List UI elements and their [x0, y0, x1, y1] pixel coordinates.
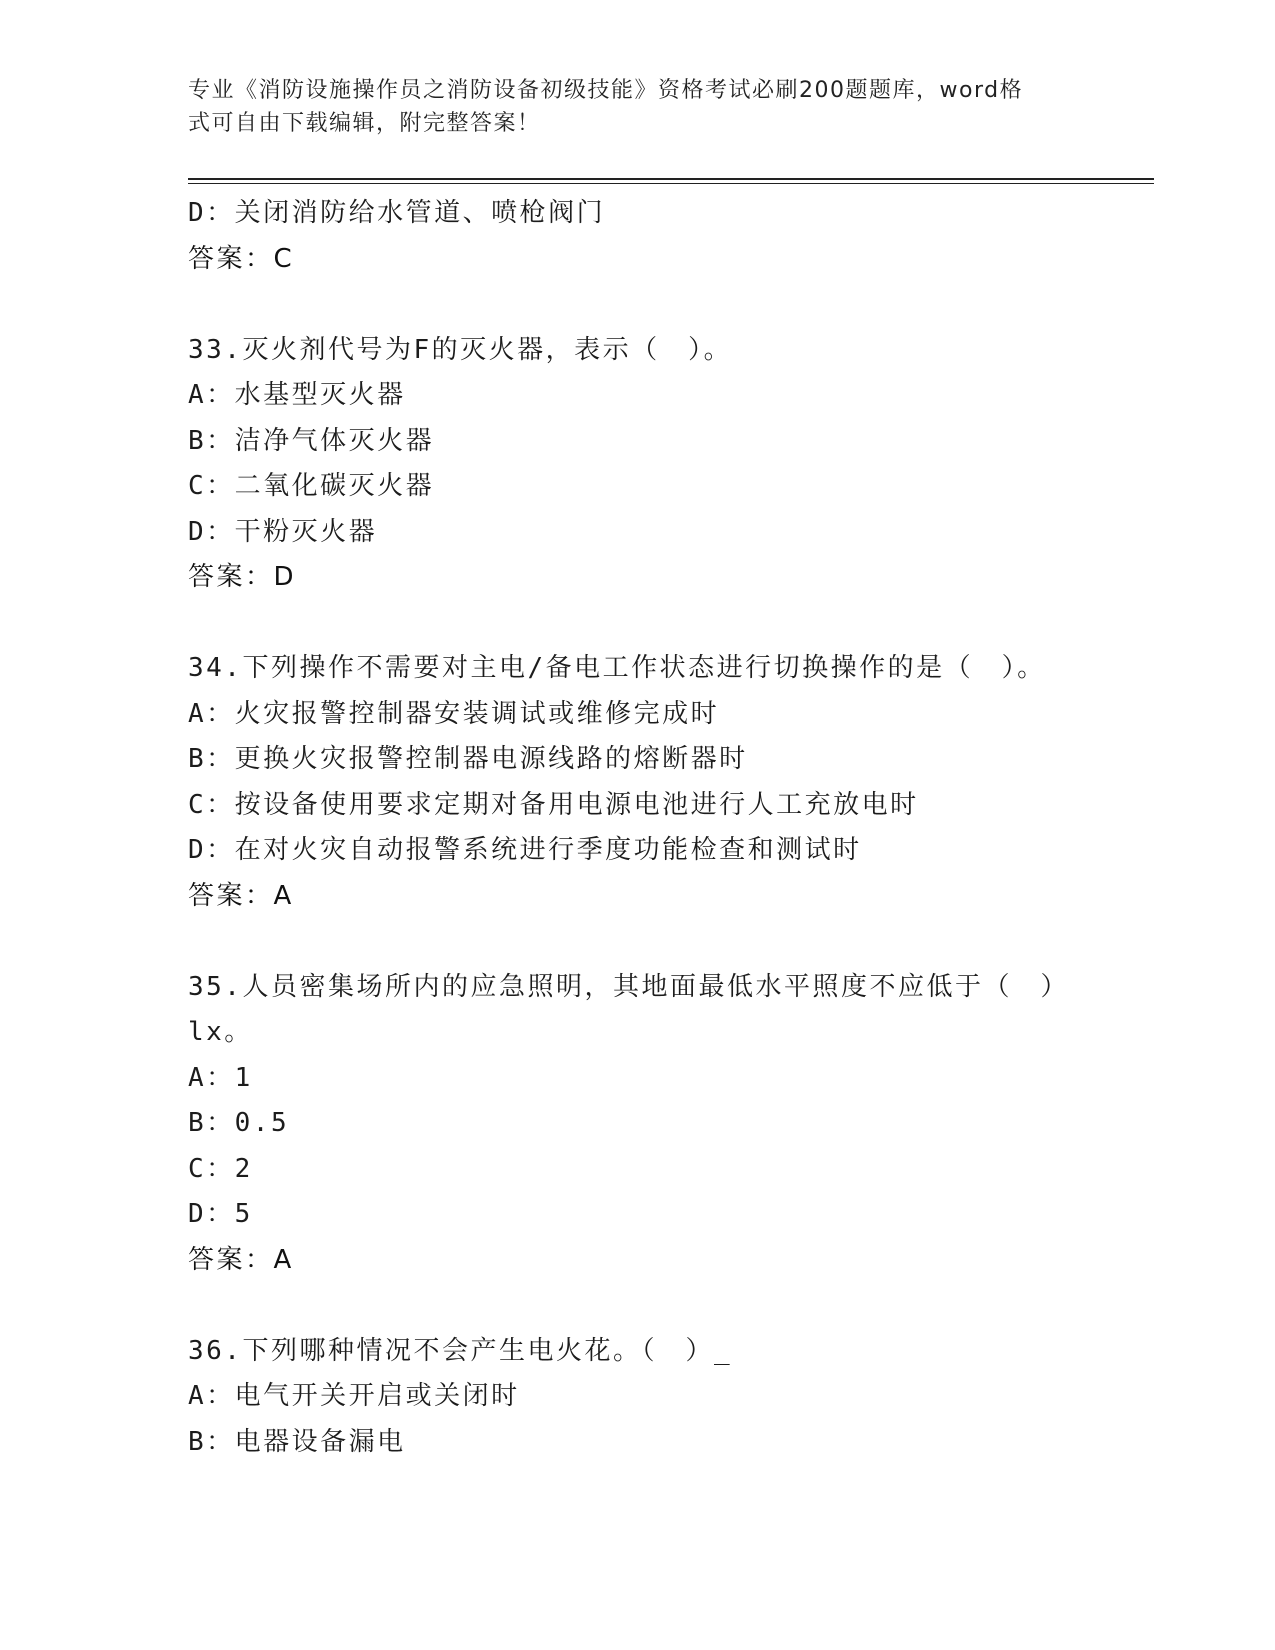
answer: 答案：A	[188, 880, 294, 911]
spacer	[188, 282, 1088, 328]
option-c: C：2	[188, 1153, 253, 1184]
q32-answer: 答案：C	[188, 243, 295, 274]
option-b: B：洁净气体灭火器	[188, 425, 435, 456]
option-a: A：电气开关开启或关闭时	[188, 1381, 520, 1411]
spacer	[188, 919, 1088, 965]
header-divider-thick	[188, 178, 1154, 180]
header-line-2: 式可自由下载编辑，附完整答案！	[188, 111, 541, 136]
question-stem: 34.下列操作不需要对主电/备电工作状态进行切换操作的是（ ）。	[188, 653, 1046, 683]
question-35	[188, 965, 1088, 1284]
option-b: B：更换火灾报警控制器电源线路的熔断器时	[188, 744, 748, 774]
option-a: A：水基型灭火器	[188, 380, 406, 410]
spacer	[188, 1283, 1088, 1329]
question-34	[188, 646, 1088, 919]
answer: 答案：D	[188, 562, 297, 592]
option-b: B：电器设备漏电	[188, 1426, 406, 1457]
option-b: B：0.5	[188, 1108, 290, 1138]
question-stem-line-1: 35.人员密集场所内的应急照明，其地面最低水平照度不应低于（ ）	[188, 971, 1069, 1002]
option-d: D：5	[188, 1199, 253, 1229]
question-list	[188, 191, 1088, 1465]
answer: 答案：A	[188, 1244, 294, 1275]
question-33	[188, 328, 1088, 601]
question-stem-line-2: lx。	[188, 1017, 253, 1047]
option-d: D：干粉灭火器	[188, 516, 378, 547]
spacer	[188, 601, 1088, 647]
option-a: A：火灾报警控制器安装调试或维修完成时	[188, 698, 720, 729]
question-36	[188, 1329, 1088, 1466]
header-line-1: 专业《消防设施操作员之消防设备初级技能》资格考试必刷200题题库，word格	[188, 78, 1024, 103]
option-a: A：1	[188, 1062, 253, 1093]
q32-option-d: D：关闭消防给水管道、喷枪阀门	[188, 198, 606, 228]
option-d: D：在对火灾自动报警系统进行季度功能检查和测试时	[188, 835, 862, 865]
document-header	[188, 74, 1068, 140]
question-stem: 33.灭火剂代号为F的灭火器，表示（ ）。	[188, 334, 733, 365]
question-stem: 36.下列哪种情况不会产生电火花。（ ）_	[188, 1335, 733, 1366]
header-divider-thin	[188, 183, 1154, 184]
option-c: C：按设备使用要求定期对备用电源电池进行人工充放电时	[188, 789, 919, 820]
option-c: C：二氧化碳灭火器	[188, 471, 435, 501]
